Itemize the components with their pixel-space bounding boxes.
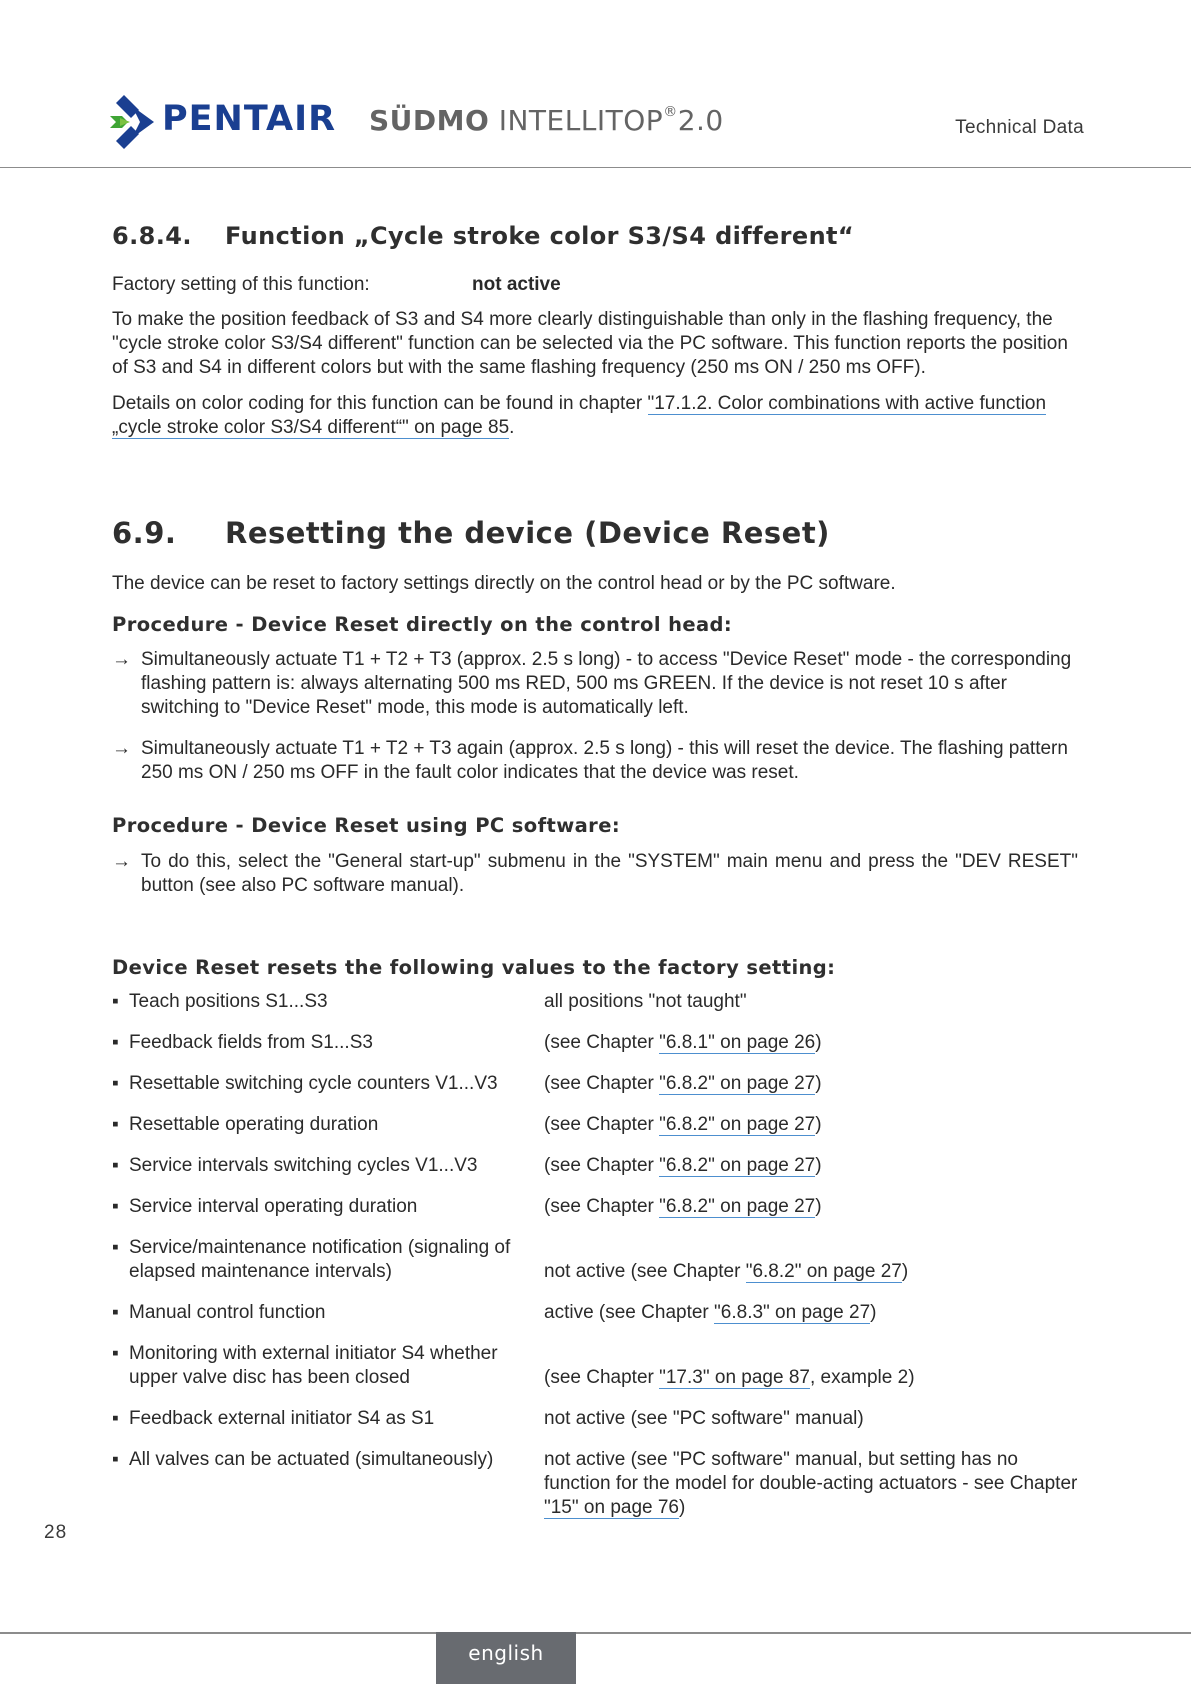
product-brand: SÜDMO (369, 104, 490, 137)
step-text: To do this, select the "General start-up" submenu in the "SYSTEM" main menu and press the "DEV RESET" button (see also PC software manual). (141, 851, 1078, 896)
chapter-link[interactable]: "6.8.1" on page 26 (659, 1032, 816, 1053)
heading-6-9 (112, 516, 830, 550)
section-label: Technical Data (955, 117, 1084, 138)
setting-text-end: ) (815, 1196, 822, 1217)
reset-value-setting (544, 1154, 1080, 1178)
language-tab: english (436, 1632, 576, 1684)
paragraph-reset-intro: The device can be reset to factory settings directly on the control head or by the PC software. (112, 573, 896, 594)
reset-value-label: Manual control function (129, 1302, 326, 1323)
bullet-icon: ▪ (112, 1237, 119, 1258)
page-header (0, 0, 1191, 168)
bullet-icon: ▪ (112, 1408, 119, 1429)
details-text: Details on color coding for this function can be found in chapter (112, 393, 648, 414)
reset-value-setting (544, 1407, 1080, 1431)
setting-text: active (see Chapter (544, 1302, 715, 1323)
setting-text: not active (see Chapter (544, 1261, 746, 1282)
reset-value-label: Teach positions S1...S3 (129, 991, 328, 1012)
bullet-icon: ▪ (112, 1449, 119, 1470)
chapter-link[interactable]: "6.8.2" on page 27 (745, 1261, 902, 1282)
bullet-icon: ▪ (112, 991, 119, 1012)
registered-mark: ® (663, 103, 678, 120)
setting-text-end: , example 2) (809, 1367, 915, 1388)
chapter-link[interactable]: "6.8.3" on page 27 (714, 1302, 871, 1323)
reset-value-label: Service intervals switching cycles V1...V3 (129, 1155, 478, 1176)
reset-value-setting (544, 1260, 1080, 1284)
procedure-step (112, 850, 1078, 898)
reset-value-label: Resettable switching cycle counters V1...V3 (129, 1073, 498, 1094)
reset-value-label: Service/maintenance notification (signaling of elapsed maintenance intervals) (129, 1237, 511, 1282)
bullet-icon: ▪ (112, 1032, 119, 1053)
setting-text: (see Chapter (544, 1032, 660, 1053)
setting-text-end: ) (815, 1032, 822, 1053)
reset-value-setting (544, 1072, 1080, 1096)
reset-values-heading: Device Reset resets the following values to the factory setting: (112, 956, 836, 979)
arrow-icon: → (112, 649, 131, 670)
procedure-step (112, 648, 1078, 720)
product-name (369, 104, 724, 137)
arrow-icon: → (112, 738, 131, 759)
reset-value-setting (544, 1301, 1080, 1325)
setting-text-end: ) (815, 1114, 822, 1135)
setting-text: not active (see "PC software" manual, but setting has no function for the model for double-acting actuators - see Chapter (544, 1449, 1078, 1494)
reset-value-setting (544, 1195, 1080, 1219)
step-text: Simultaneously actuate T1 + T2 + T3 again (approx. 2.5 s long) - this will reset the device. The flashing pattern 250 ms ON / 250 ms OFF in the fault color indicates that the device was reset. (141, 738, 1068, 783)
chapter-link[interactable]: "6.8.2" on page 27 (659, 1196, 816, 1217)
chapter-link[interactable]: "15" on page 76 (544, 1497, 679, 1518)
reset-value-label: Resettable operating duration (129, 1114, 379, 1135)
bullet-icon: ▪ (112, 1073, 119, 1094)
heading-title: Resetting the device (Device Reset) (225, 516, 830, 550)
product-version: 2.0 (677, 104, 724, 137)
setting-text: (see Chapter (544, 1114, 660, 1135)
reset-value-label: Feedback fields from S1...S3 (129, 1032, 373, 1053)
pentair-logo-icon (110, 92, 158, 152)
arrow-icon: → (112, 851, 131, 872)
reset-value-label: All valves can be actuated (simultaneously) (129, 1449, 494, 1470)
heading-number: 6.8.4. (112, 222, 192, 250)
setting-text: all positions "not taught" (544, 991, 747, 1012)
procedure-pc-software-heading: Procedure - Device Reset using PC software: (112, 814, 621, 837)
paragraph-details (112, 392, 1078, 440)
factory-setting-value: not active (472, 274, 561, 295)
product-model: INTELLITOP (489, 104, 664, 137)
chapter-link[interactable]: "6.8.2" on page 27 (659, 1155, 816, 1176)
bullet-icon: ▪ (112, 1196, 119, 1217)
chapter-link[interactable]: "6.8.2" on page 27 (659, 1114, 816, 1135)
bullet-icon: ▪ (112, 1343, 119, 1364)
setting-text-end: ) (815, 1155, 822, 1176)
reset-value-label: Feedback external initiator S4 as S1 (129, 1408, 435, 1429)
bullet-icon: ▪ (112, 1155, 119, 1176)
chapter-link[interactable]: "17.3" on page 87 (659, 1367, 810, 1388)
setting-text-end: ) (901, 1261, 909, 1282)
setting-text: not active (see "PC software" manual) (544, 1408, 864, 1429)
setting-text: (see Chapter (544, 1155, 660, 1176)
reset-value-setting (544, 1113, 1080, 1137)
heading-number: 6.9. (112, 516, 177, 550)
heading-6-8-4 (112, 222, 854, 250)
reset-value-setting (544, 1366, 1080, 1390)
paragraph-cycle-stroke: To make the position feedback of S3 and S4 more clearly distinguishable than only in the flashing frequency, the "cycle stroke color S3/S4 different" function can be selected via the PC software. This function reports the position of S3 and S4 in different colors but with the same flashing frequency (250 ms ON / 250 ms OFF). (112, 309, 1068, 378)
link-chapter-17-1-2[interactable]: "17.1.2. Color combinations with active function „cycle stroke color S3/S4 different“" on page 85 (112, 393, 1047, 438)
heading-title: Function „Cycle stroke color S3/S4 different“ (225, 222, 855, 250)
procedure-step (112, 737, 1078, 785)
procedure-control-head-heading: Procedure - Device Reset directly on the control head: (112, 613, 733, 636)
step-text: Simultaneously actuate T1 + T2 + T3 (approx. 2.5 s long) - to access "Device Reset" mode - the corresponding flashing pattern is: always alternating 500 ms RED, 500 ms GREEN. If the device is not reset 10 s after switching to "Device Reset" mode, this mode is automatically left. (141, 649, 1072, 718)
page-number: 28 (44, 1522, 68, 1543)
reset-value-setting (544, 1031, 1080, 1055)
bullet-icon: ▪ (112, 1114, 119, 1135)
factory-setting-label: Factory setting of this function: (112, 274, 370, 295)
reset-value-setting (544, 990, 1080, 1014)
reset-value-label: Service interval operating duration (129, 1196, 418, 1217)
setting-text-end: ) (870, 1302, 877, 1323)
setting-text: (see Chapter (544, 1367, 660, 1388)
reset-value-label: Monitoring with external initiator S4 whether upper valve disc has been closed (129, 1343, 498, 1388)
reset-value-setting (544, 1448, 1080, 1520)
brand-name: PENTAIR (162, 99, 337, 139)
chapter-link[interactable]: "6.8.2" on page 27 (659, 1073, 816, 1094)
setting-text: (see Chapter (544, 1073, 660, 1094)
setting-text: (see Chapter (544, 1196, 660, 1217)
details-end: . (509, 417, 515, 438)
footer-divider (0, 1632, 1191, 1634)
setting-text-end: ) (679, 1497, 686, 1518)
bullet-icon: ▪ (112, 1302, 119, 1323)
setting-text-end: ) (815, 1073, 822, 1094)
